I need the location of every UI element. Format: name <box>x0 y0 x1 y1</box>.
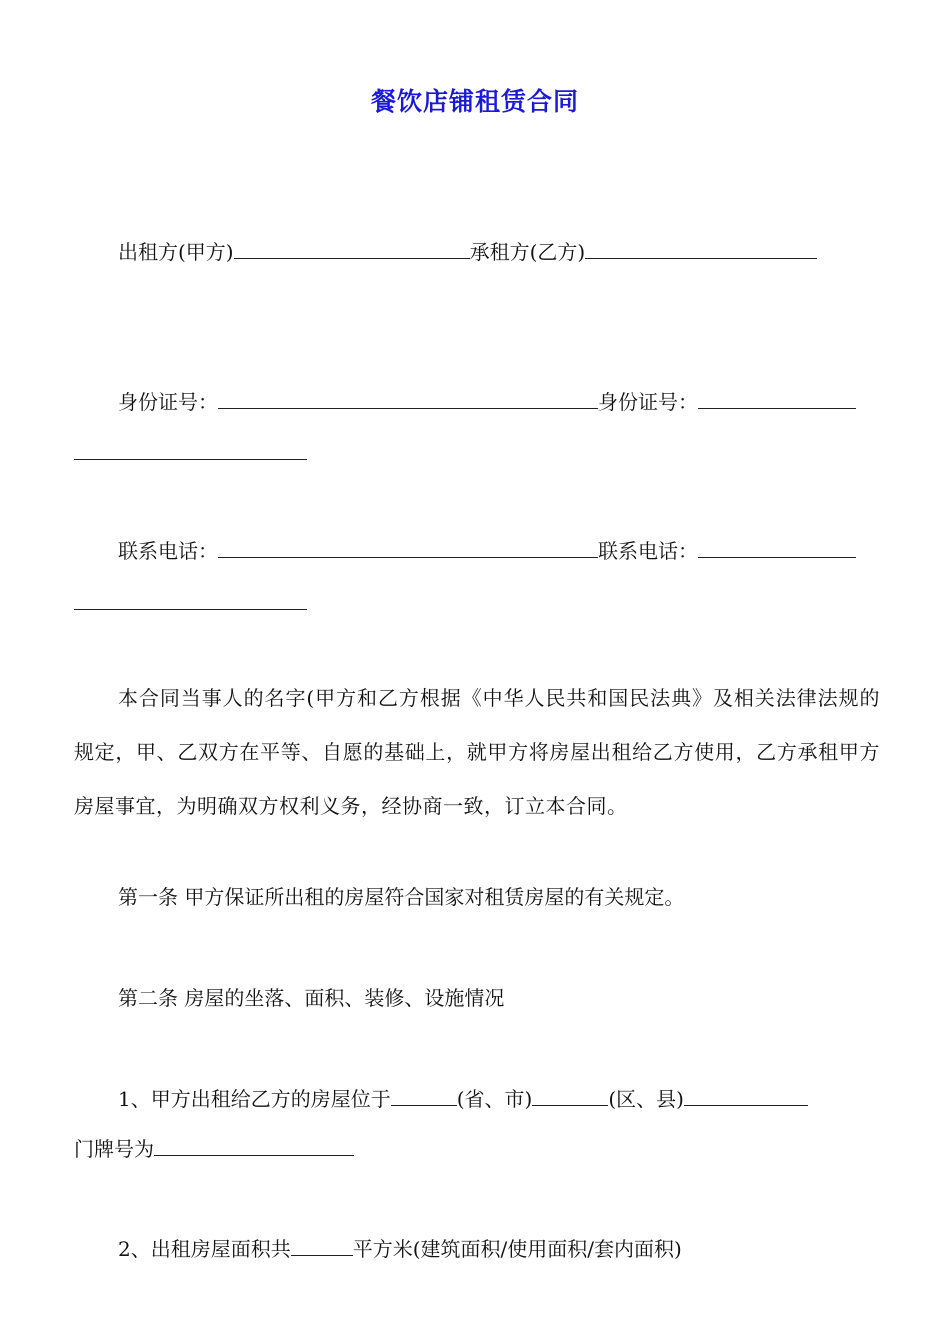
lessee-phone-label: 联系电话： <box>598 539 698 563</box>
lessor-blank <box>234 236 470 259</box>
item-1-door: 门牌号为 <box>74 1137 154 1161</box>
lessor-id-blank <box>218 386 598 409</box>
lessee-id-label: 身份证号： <box>598 390 698 414</box>
area-blank <box>291 1233 353 1256</box>
parties-line <box>74 236 923 267</box>
lessor-phone-label: 联系电话： <box>118 539 218 563</box>
lessee-blank <box>585 236 817 259</box>
article-2: 第二条 房屋的坐落、面积、装修、设施情况 <box>118 986 505 1010</box>
street-blank <box>684 1083 808 1106</box>
item-1-prefix: 1、甲方出租给乙方的房屋位于 <box>118 1087 391 1111</box>
door-number-line <box>74 1133 879 1164</box>
item-1-line <box>74 1083 923 1114</box>
item-2-line <box>74 1233 923 1264</box>
lessee-phone-blank-continued <box>74 609 307 610</box>
lessee-id-blank <box>698 386 856 409</box>
lessee-id-blank-continued <box>74 459 307 460</box>
id-number-line <box>74 386 923 417</box>
door-number-blank <box>154 1133 354 1156</box>
lessor-id-label: 身份证号： <box>118 390 218 414</box>
district-blank <box>532 1083 608 1106</box>
item-1-district: (区、县) <box>608 1087 684 1111</box>
item-1-province: (省、市) <box>456 1087 533 1111</box>
item-2-suffix: 平方米(建筑面积/使用面积/套内面积) <box>352 1237 682 1261</box>
province-blank <box>391 1083 457 1106</box>
lessee-label: 承租方(乙方) <box>469 240 586 264</box>
lessor-phone-blank <box>218 535 598 558</box>
lessor-label: 出租方(甲方) <box>118 240 234 264</box>
intro-paragraph: 本合同当事人的名字(甲方和乙方根据《中华人民共和国民法典》及相关法律法规的规定，甲、乙双方在平等、自愿的基础上，就甲方将房屋出租给乙方使用，乙方承租甲方房屋事宜，为明确双方权利义务，经协商一致，订立本合同。 <box>74 686 880 818</box>
document-title: 餐饮店铺租赁合同 <box>370 87 579 116</box>
phone-line <box>74 535 923 566</box>
lessee-phone-blank <box>698 535 856 558</box>
article-1: 第一条 甲方保证所出租的房屋符合国家对租赁房屋的有关规定。 <box>118 885 685 909</box>
item-2-prefix: 2、出租房屋面积共 <box>118 1237 291 1261</box>
